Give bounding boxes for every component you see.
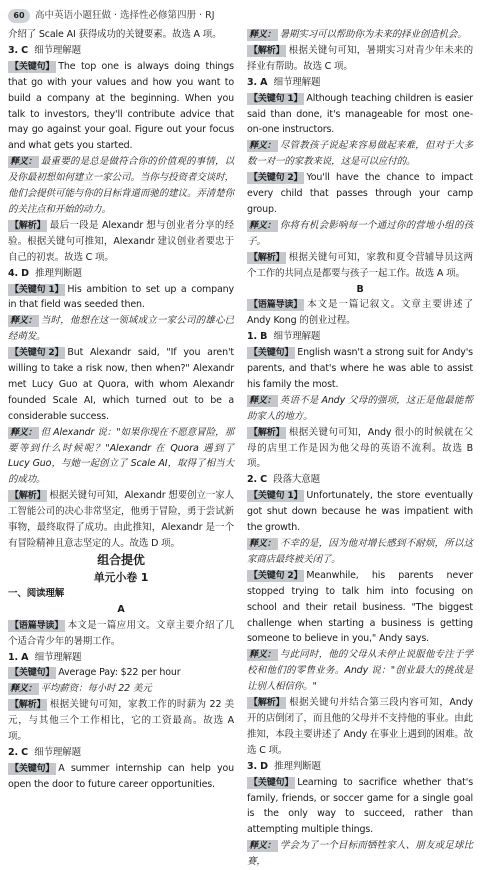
text: 根据关键句可知，暑期实习对青少年未来的择业有帮助。故选 C 项。 (247, 44, 473, 72)
text: 【解析】 (249, 698, 285, 709)
text: 【关键句 1】 (10, 284, 64, 295)
key-sentence (8, 665, 234, 681)
key-sentence (247, 568, 473, 648)
text: 【关键句 2】 (10, 348, 64, 359)
text: 与此同时，他的父母从未停止说服他专注于学校和他们的零售业务。Andy 说："创业最大的挑战是让别人相信你。" (247, 649, 473, 693)
text: Unfortunately, the store eventually got shut down because he was impatient with the growth. (247, 490, 473, 534)
text: 根据关键句可知，家教和夏令营辅导员这两个工作的共同点是都要与孩子一起工作。故选 A 项。 (247, 251, 473, 279)
question-heading (247, 759, 473, 775)
paragraph (8, 27, 234, 43)
key-sentence (8, 59, 234, 154)
translation (247, 393, 473, 425)
text: His ambition to set up a company in that field was seeded then. (8, 283, 234, 311)
part-title: 一、阅读理解 (8, 587, 65, 599)
text: 【解析】 (249, 427, 285, 438)
key-sentence (247, 170, 473, 218)
text: 释义： (249, 841, 276, 852)
key-sentence-tag: 【关键句】 (10, 61, 55, 72)
text: 推理判断题 (35, 267, 82, 279)
text: 【解析】 (10, 220, 46, 231)
passage-label: B (356, 283, 364, 295)
text: 【关键句 1】 (249, 93, 303, 104)
text: 细节理解题 (273, 331, 321, 343)
question-heading (8, 650, 234, 666)
text: 释义： (10, 684, 37, 695)
text: 释义： (249, 395, 276, 406)
question-heading (247, 75, 473, 91)
key-sentence (247, 775, 473, 839)
text: 【关键句】 (10, 763, 55, 774)
key-sentence (247, 488, 473, 536)
text: 最后一段是 Alexandr 想与创业者分享的经验。根据关键句可推知，Alexandr 建议创业者要忠于自己的初衷。故选 C 项。 (8, 219, 234, 263)
text: 根据关键句可知，Andy 很小的时候就在父母的店里工作是因为他父母的英语不流利。故选 B 项。 (247, 426, 473, 470)
translation (8, 681, 234, 697)
text: 释义： (10, 427, 37, 438)
text: 1. A (8, 651, 29, 663)
text: 3. C (8, 44, 28, 56)
text: 3. A (247, 76, 268, 88)
text: 1. B (247, 331, 268, 343)
text: 【关键句】 (249, 777, 294, 788)
left-column (8, 27, 234, 790)
translation (8, 313, 234, 345)
text: Although teaching children is easier said than done, it's manageable for most one-on-one instructors. (247, 92, 473, 136)
text: 推理判断题 (274, 760, 321, 772)
text: 当时，他想在这一领域成立一家公司的雄心已经萌发。 (8, 315, 234, 343)
analysis (8, 697, 234, 745)
analysis (247, 250, 473, 282)
text: 【解析】 (10, 700, 46, 711)
text: 最重要的是总是做符合你的价值观的事情，以及你最初想如何建立一家公司。当你与投资者交谈时，他们会提供可能与你的目标背道而驰的建议。弄清楚你的关注点和开始的动力。 (8, 156, 234, 215)
text: Learning to sacrifice whether that's family, friends, or soccer game for a single goal is the only way to succeed, rather than attempting multiple things. (247, 776, 473, 836)
text: 释义： (10, 316, 37, 327)
text: 2. C (247, 474, 267, 486)
text: 细节理解题 (34, 651, 82, 663)
text: 释义： (249, 539, 276, 549)
passage-intro (247, 297, 473, 329)
text: 【关键句 1】 (249, 491, 303, 502)
text: 不幸的是，因为他对增长感到不耐烦，所以这家商店最终被关闭了。 (247, 538, 473, 565)
analysis (8, 488, 234, 552)
text: 你将有机会影响每一个通过你的营地小组的孩子。 (247, 219, 473, 247)
text: 【关键句 2】 (249, 173, 303, 184)
text: 释义： (249, 141, 276, 152)
text: 细节理解题 (34, 44, 81, 56)
text: But Alexandr said, "If you aren't willing to take a risk now, then when?" Alexandr met Lucy Guo at Quora, with whom Alexandr founded Scale AI, which turned out to be a considerable success. (8, 347, 234, 422)
text: Average Pay: $22 per hour (58, 667, 181, 679)
section-title: 组合提优 (97, 552, 145, 567)
translation (247, 218, 473, 250)
text: English wasn't a strong suit for Andy's parents, and that's where he was able to assist his family the most. (247, 347, 473, 390)
text: 释义： (249, 650, 276, 661)
text: A summer internship can help you open the door to future career opportunities. (8, 762, 234, 790)
translation (247, 27, 473, 43)
analysis (247, 425, 473, 473)
page-number: 60 (8, 9, 30, 23)
translation (247, 647, 473, 695)
translation (247, 536, 473, 568)
question-heading (8, 43, 234, 59)
right-column (247, 27, 473, 868)
text: 本文是一篇应用文。文章主要介绍了几个适合青少年的暑期工作。 (8, 619, 234, 647)
text: 4. D (8, 267, 29, 279)
analysis (8, 218, 234, 266)
question-heading (247, 329, 473, 345)
text: 根据关键句可知，家教工作的时薪为 22 美元，与其他三个工作相比，它的工资最高。故选 A 项。 (8, 699, 234, 743)
text: 【关键句 2】 (249, 570, 303, 581)
text: Meanwhile, his parents never stopped trying to talk him into focusing on school and their retail business. "The biggest challenge when starting a business is getting someone to believe in you," Andy says. (247, 569, 473, 645)
question-heading (247, 472, 473, 488)
text: 【关键句】 (249, 348, 294, 359)
question-heading (8, 745, 234, 761)
text: 段落大意题 (273, 474, 320, 486)
text: 学会为了一个目标而牺牲家人、朋友或足球比赛， (247, 840, 473, 868)
header-title: 高中英语小题狂做 · 选择性必修第四册 · RJ (35, 10, 215, 21)
text: 【语篇导读】 (10, 620, 64, 631)
text: 尽管教孩子说起来容易做起来难，但对于大多数一对一的家教来说，这是可以应付的。 (247, 140, 473, 168)
text: 根据关键句并结合第三段内容可知，Andy 开的店倒闭了，而且他的父母并不支持他的事业。由此推知，本段主要讲述了 Andy 在事业上遇到的困难。故选 C 项。 (247, 697, 473, 756)
translation (247, 838, 473, 870)
text: 释义： (10, 157, 37, 168)
text: 【语篇导读】 (249, 300, 303, 311)
unit-title: 单元小卷 1 (93, 570, 149, 584)
translation (8, 154, 234, 218)
page-header (8, 6, 472, 26)
text: 【解析】 (10, 491, 46, 502)
text: 2. C (8, 746, 28, 758)
text: 介绍了 Scale AI 获得成功的关键要素。故选 A 项。 (8, 29, 222, 40)
text: 英语不是 Andy 父母的强项，这正是他最能帮助家人的地方。 (247, 394, 473, 422)
text: 细节理解题 (34, 746, 81, 758)
translation (247, 138, 473, 170)
text: 但 Alexandr 说："如果你现在不愿意冒险，那要等到什么时候呢？"Alexandr 在 Quora 遇到了 Lucy Guo，与她一起创立了 Scale AI，取得了相当大的成功。 (8, 426, 234, 486)
text: 释义： (249, 30, 276, 40)
text: 暑期实习可以帮助你为未来的择业创造机会。 (279, 29, 467, 40)
text: 3. D (247, 760, 268, 772)
key-sentence (8, 345, 234, 425)
text: You'll have the chance to impact every child that passes through your camp group. (247, 172, 473, 215)
passage-intro (8, 618, 234, 650)
text: 【解析】 (249, 252, 285, 263)
text: 本文是一篇记叙文。文章主要讲述了 Andy Kong 的创业过程。 (247, 299, 473, 327)
text: 【解析】 (249, 45, 285, 56)
text: The top one is always doing things that go with your values and how you want to build a company at the beginning. When you talk to investors, they'll contribute advice that may go against your goal. Figure out your focus and what gets you started. (8, 60, 234, 152)
key-sentence (8, 761, 234, 793)
text: 【关键句】 (10, 668, 55, 679)
analysis (247, 43, 473, 75)
key-sentence (247, 91, 473, 139)
text: 平均薪资：每小时 22 美元 (40, 683, 152, 695)
translation (8, 425, 234, 489)
text: 细节理解题 (273, 76, 321, 88)
text: 根据关键句可知，Alexandr 想要创立一家人工智能公司的决心非常坚定，他勇于冒险，勇于尝试新事物，最终取得了成功。由此推知，Alexandr 是一个有冒险精神且意志坚定的人。故选 D 项。 (8, 490, 234, 549)
passage-label: A (117, 603, 125, 615)
text: 释义： (249, 220, 276, 231)
key-sentence (8, 282, 234, 314)
analysis (247, 695, 473, 759)
key-sentence (247, 345, 473, 393)
question-heading (8, 266, 234, 282)
